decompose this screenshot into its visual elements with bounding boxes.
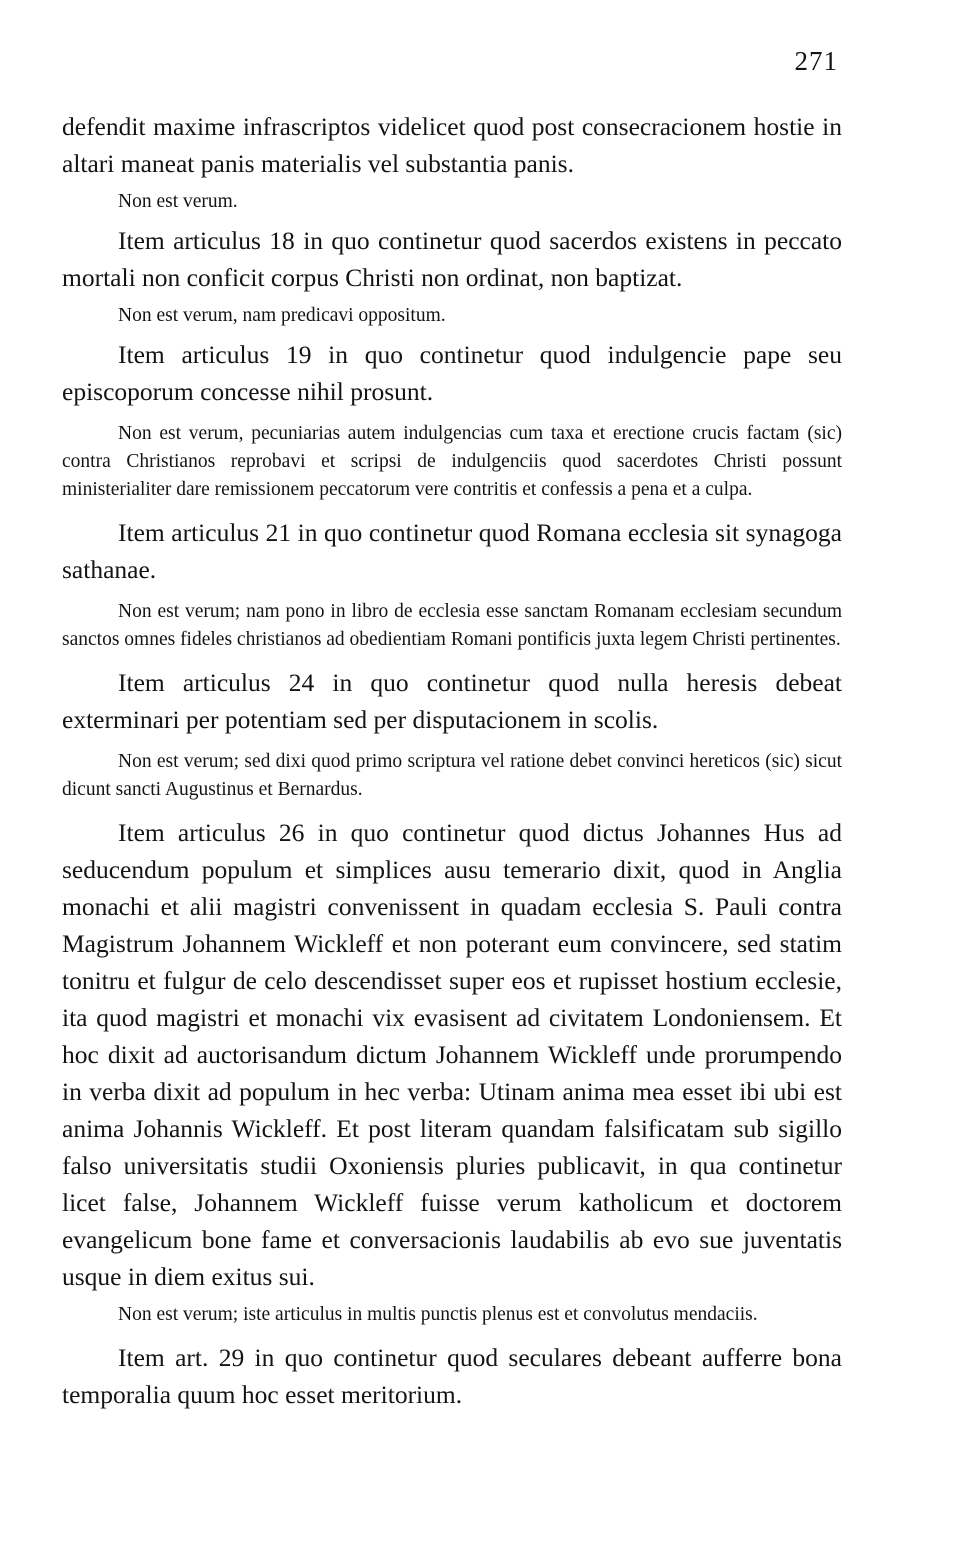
article-paragraph-19: Item articulus 19 in quo continetur quod indulgencie pape seu episcoporum concesse nihil prosunt. (62, 340, 842, 406)
response-paragraph: Non est verum; iste articulus in multis punctis plenus est et convolutus mendaciis. (118, 1304, 758, 1325)
response-paragraph: Non est verum. (118, 191, 238, 212)
article-paragraph-24: Item articulus 24 in quo continetur quod nulla heresis debeat exterminari per potentiam sed per disputacionem in scolis. (62, 668, 842, 734)
response-paragraph: Non est verum, nam predicavi oppositum. (118, 305, 446, 326)
article-paragraph-18: Item articulus 18 in quo continetur quod sacerdos existens in peccato mortali non conficit corpus Christi non ordinat, non baptizat. (62, 226, 842, 292)
page-body (62, 108, 842, 1413)
response-paragraph: Non est verum; sed dixi quod primo scriptura vel ratione debet convinci hereticos (sic) sicut dicunt sancti Augustinus et Bernardus. (62, 751, 842, 800)
page-number: 271 (794, 46, 838, 76)
article-paragraph-26: Item articulus 26 in quo continetur quod dictus Johannes Hus ad seducendum populum et simplices ausu temerario dixit, quod in Anglia monachi et alii magistri convenissent in quadam ecclesia S. Pauli contra Magistrum Johannem Wickleff et non poterant eum convincere, sed statim tonitru et fulgur de celo descendisset super eos et rupisset hostium ecclesie, ita quod magistri et monachi vix evasisent ad civitatem Londoniensem. Et hoc dixit ad auctorisandum dictum Johannem Wickleff unde prorumpendo in verba dixit ad populum in hec verba: Utinam anima mea esset ibi ubi est anima Johannis Wickleff. Et post literam quandam falsificatam sub sigillo falso universitatis studii Oxoniensis pluries publicavit, in qua continetur licet false, Johannem Wickleff fuisse verum katholicum et doctorem evangelicum bone fame et conversacionis laudabilis ab evo sue juventatis usque in diem exitus sui. (62, 818, 842, 1291)
article-paragraph-21: Item articulus 21 in quo continetur quod Romana ecclesia sit synagoga sathanae. (62, 518, 842, 584)
article-paragraph-29: Item art. 29 in quo continetur quod seculares debeant aufferre bona temporalia quum hoc esset meritorium. (62, 1343, 842, 1409)
response-paragraph: Non est verum; nam pono in libro de ecclesia esse sanctam Romanam ecclesiam secundum sanctos omnes fideles christianos ad obedientiam Romani pontificis juxta legem Christi pertinentes. (62, 601, 842, 650)
paragraph-article-continuation: defendit maxime infrascriptos videlicet quod post consecracionem hostie in altari maneat panis materialis vel substantia panis. (62, 112, 842, 178)
response-paragraph: Non est verum, pecuniarias autem indulgencias cum taxa et erectione crucis factam (sic) contra Christianos reprobavi et scripsi de indulgenciis quod sacerdotes Christi possunt ministerialiter dare remissionem peccatorum vere contritis et confessis a pena et a culpa. (62, 423, 842, 500)
